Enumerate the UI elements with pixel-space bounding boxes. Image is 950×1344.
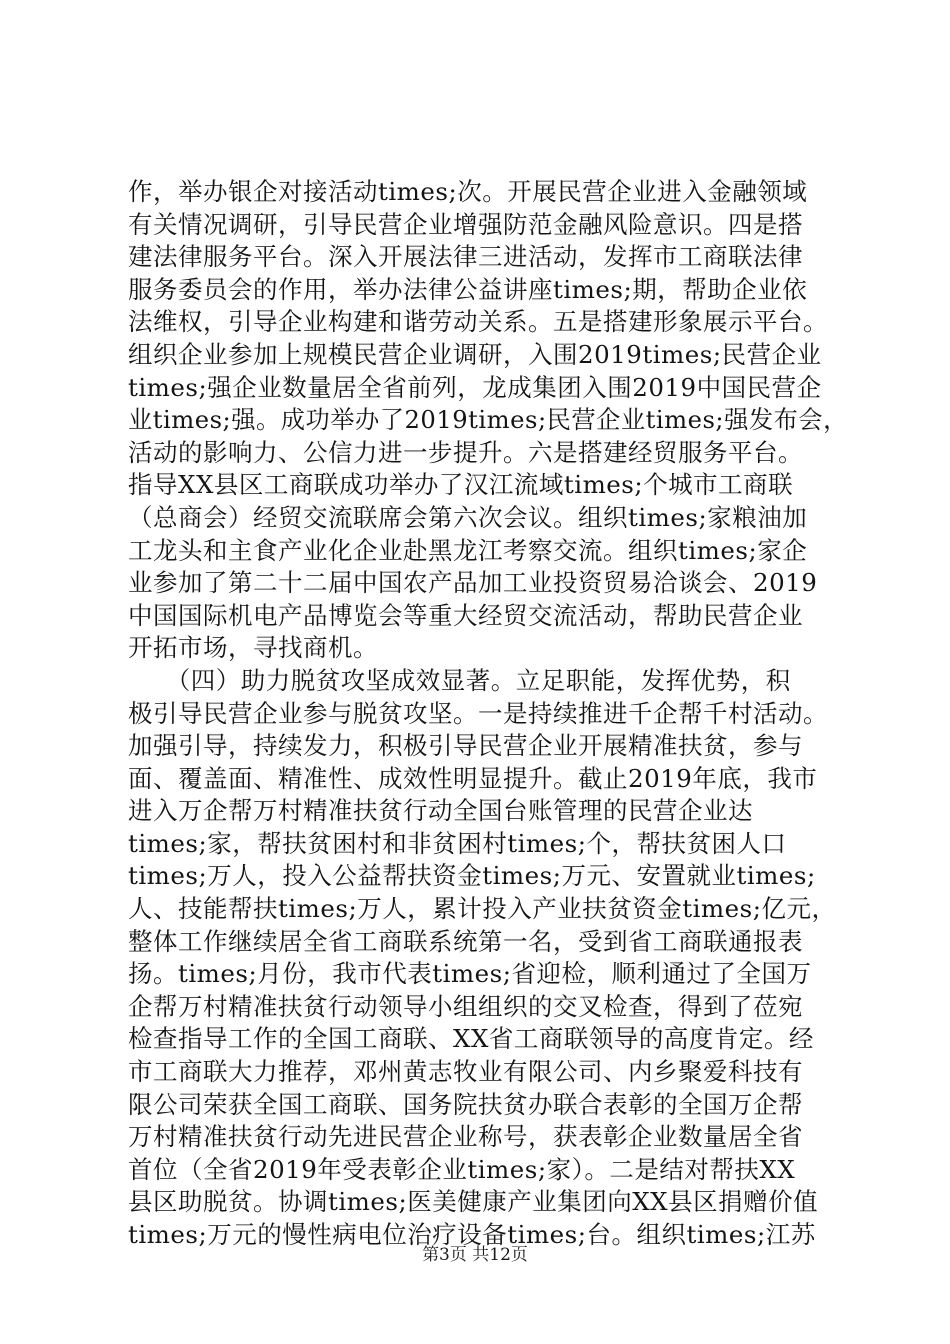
paragraph-line: 法维权，引导企业构建和谐劳动关系。五是搭建形象展示平台。 (128, 307, 828, 337)
paragraph-line: 整体工作继续居全省工商联系统第一名，受到省工商联通报表 (128, 926, 803, 956)
paragraph-line: times;家，帮扶贫困村和非贫困村times;个，帮扶贫困人口 (128, 828, 787, 858)
paragraph-line: （四）助力脱贫攻坚成效显著。立足职能，发挥优势，积 (128, 665, 791, 695)
paragraph-line: 人、技能帮扶times;万人，累计投入产业扶贫资金times;亿元， (128, 894, 837, 924)
paragraph-line: 市工商联大力推荐，邓州黄志牧业有限公司、内乡聚爱科技有 (128, 1057, 803, 1087)
paragraph-line: 服务委员会的作用，举办法律公益讲座times;期，帮助企业依 (128, 274, 808, 304)
paragraph-line: times;万人，投入公益帮扶资金times;万元、安置就业times; (128, 861, 816, 891)
page-footer: 第3页 共12页 (422, 1245, 528, 1265)
paragraph-line: 活动的影响力、公信力进一步提升。六是搭建经贸服务平台。 (128, 437, 803, 467)
paragraph-line: 作，举办银企对接活动times;次。开展民营企业进入金融领域 (128, 177, 808, 206)
paragraph-line: 业参加了第二十二届中国农产品加工业投资贸易洽谈会、2019 (128, 568, 818, 598)
paragraph-line: 万村精准扶贫行动先进民营企业称号，获表彰企业数量居全省 (128, 1122, 803, 1152)
paragraph-line: 有关情况调研，引导民营企业增强防范金融风险意识。四是搭 (128, 209, 803, 239)
paragraph-line: 限公司荣获全国工商联、国务院扶贫办联合表彰的全国万企帮 (128, 1089, 803, 1119)
paragraph-line: 开拓市场，寻找商机。 (128, 633, 378, 663)
paragraph-line: （总商会）经贸交流联席会第六次会议。组织times;家粮油加 (128, 502, 808, 532)
paragraph-line: 建法律服务平台。深入开展法律三进活动，发挥市工商联法律 (128, 242, 803, 272)
paragraph-line: 指导XX县区工商联成功举办了汉江流域times;个城市工商联 (128, 470, 794, 500)
paragraph-line: times;万元的慢性病电位治疗设备times;台。组织times;江苏 (128, 1220, 816, 1249)
paragraph-line: 加强引导，持续发力，积极引导民营企业开展精准扶贫，参与 (128, 731, 803, 761)
paragraph-line: 工龙头和主食产业化企业赴黑龙江考察交流。组织times;家企 (128, 535, 808, 565)
paragraph-line: 首位（全省2019年受表彰企业times;家）。二是结对帮扶XX (128, 1154, 796, 1184)
paragraph-line: times;强企业数量居全省前列，龙成集团入围2019中国民营企 (128, 372, 822, 402)
paragraph-line: 企帮万村精准扶贫行动领导小组组织的交叉检查，得到了莅宛 (128, 991, 803, 1021)
paragraph-line: 中国国际机电产品博览会等重大经贸交流活动，帮助民营企业 (128, 600, 803, 630)
body-text (128, 176, 848, 1252)
paragraph-line: 面、覆盖面、精准性、成效性明显提升。截止2019年底，我市 (128, 763, 818, 793)
paragraph-line: 检查指导工作的全国工商联、XX省工商联领导的高度肯定。经 (128, 1024, 814, 1054)
paragraph-line: 进入万企帮万村精准扶贫行动全国台账管理的民营企业达 (128, 796, 753, 826)
paragraph-line: 组织企业参加上规模民营企业调研，入围2019times;民营企业 (128, 339, 822, 369)
paragraph-line: 极引导民营企业参与脱贫攻坚。一是持续推进千企帮千村活动。 (128, 698, 828, 728)
paragraph-line: 扬。times;月份，我市代表times;省迎检，顺利通过了全国万 (128, 959, 812, 989)
paragraph-line: 县区助脱贫。协调times;医美健康产业集团向XX县区捐赠价值 (128, 1187, 819, 1217)
paragraph-line: 业times;强。成功举办了2019times;民营企业times;强发布会， (128, 405, 848, 435)
